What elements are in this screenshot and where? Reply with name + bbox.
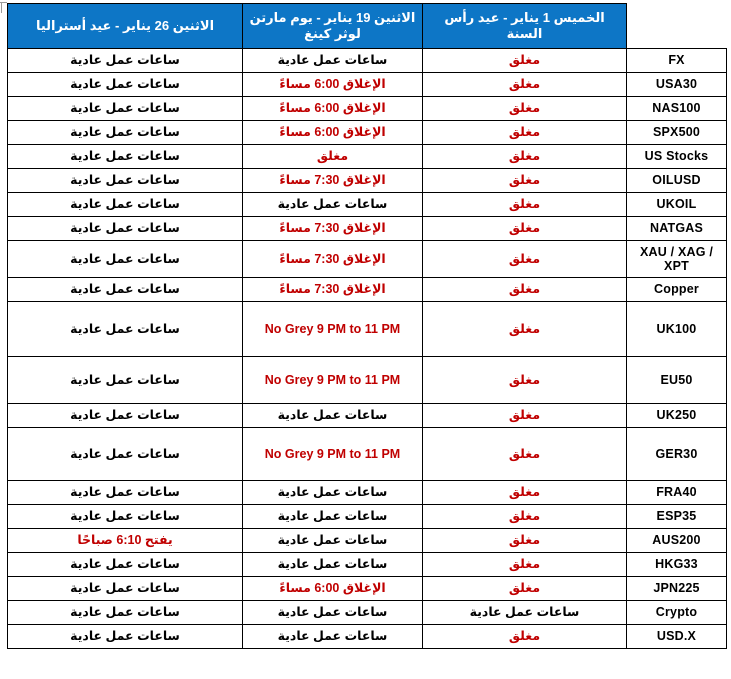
instrument-name: AUS200 (627, 529, 727, 553)
table-row (8, 505, 727, 529)
hours-cell-jan26: ساعات عمل عادية (8, 217, 243, 241)
instrument-name: US Stocks (627, 145, 727, 169)
instrument-name: NATGAS (627, 217, 727, 241)
hours-cell-jan19: ساعات عمل عادية (243, 553, 423, 577)
hours-cell-jan1: مغلق (423, 217, 627, 241)
table-row (8, 217, 727, 241)
hours-cell-jan26: ساعات عمل عادية (8, 553, 243, 577)
table-row (8, 121, 727, 145)
hours-cell-jan19: No Grey 9 PM to 11 PM (243, 357, 423, 404)
hours-cell-jan26: ساعات عمل عادية (8, 73, 243, 97)
table-row (8, 428, 727, 481)
hours-cell-jan19: الإغلاق 6:00 مساءً (243, 97, 423, 121)
hours-cell-jan1: مغلق (423, 193, 627, 217)
hours-cell-jan26: ساعات عمل عادية (8, 625, 243, 649)
table-row (8, 601, 727, 625)
table-row (8, 49, 727, 73)
instrument-name: FRA40 (627, 481, 727, 505)
table-row (8, 357, 727, 404)
hours-cell-jan1: مغلق (423, 49, 627, 73)
instrument-name: HKG33 (627, 553, 727, 577)
hours-cell-jan19: الإغلاق 6:00 مساءً (243, 73, 423, 97)
instrument-name: Crypto (627, 601, 727, 625)
table-row (8, 73, 727, 97)
instrument-name: ESP35 (627, 505, 727, 529)
instrument-name: USD.X (627, 625, 727, 649)
table-row (8, 193, 727, 217)
hours-cell-jan26: ساعات عمل عادية (8, 505, 243, 529)
column-header-jan19-mlk-day: الاثنين 19 يناير - يوم مارتن لوثر كينغ (243, 4, 423, 49)
instrument-name: NAS100 (627, 97, 727, 121)
hours-cell-jan26: يفتح 6:10 صباحًا (8, 529, 243, 553)
instrument-name: UK250 (627, 404, 727, 428)
column-header-jan26-australia-day: الاثنين 26 يناير - عيد أستراليا (8, 4, 243, 49)
hours-cell-jan19: ساعات عمل عادية (243, 529, 423, 553)
hours-cell-jan1: مغلق (423, 121, 627, 145)
hours-cell-jan1: مغلق (423, 529, 627, 553)
hours-cell-jan1: ساعات عمل عادية (423, 601, 627, 625)
instrument-name: UK100 (627, 302, 727, 357)
instrument-column-header (627, 4, 727, 49)
hours-cell-jan26: ساعات عمل عادية (8, 241, 243, 278)
table-row (8, 404, 727, 428)
hours-cell-jan19: ساعات عمل عادية (243, 481, 423, 505)
hours-cell-jan19: ساعات عمل عادية (243, 625, 423, 649)
hours-cell-jan19: الإغلاق 7:30 مساءً (243, 217, 423, 241)
table-row (8, 145, 727, 169)
hours-cell-jan19: مغلق (243, 145, 423, 169)
hours-cell-jan19: ساعات عمل عادية (243, 505, 423, 529)
instrument-name: XAU / XAG / XPT (627, 241, 727, 278)
hours-cell-jan26: ساعات عمل عادية (8, 97, 243, 121)
hours-cell-jan19: ساعات عمل عادية (243, 49, 423, 73)
table-row (8, 278, 727, 302)
hours-cell-jan19: ساعات عمل عادية (243, 601, 423, 625)
hours-cell-jan26: ساعات عمل عادية (8, 278, 243, 302)
spreadsheet-edge-artifact (1, 2, 2, 13)
instrument-name: Copper (627, 278, 727, 302)
hours-cell-jan1: مغلق (423, 553, 627, 577)
instrument-name: OILUSD (627, 169, 727, 193)
table-row (8, 553, 727, 577)
hours-cell-jan19: ساعات عمل عادية (243, 404, 423, 428)
hours-cell-jan26: ساعات عمل عادية (8, 145, 243, 169)
table-row (8, 97, 727, 121)
hours-cell-jan19: No Grey 9 PM to 11 PM (243, 428, 423, 481)
hours-cell-jan26: ساعات عمل عادية (8, 428, 243, 481)
header-row (8, 4, 727, 49)
hours-cell-jan1: مغلق (423, 73, 627, 97)
table-row (8, 481, 727, 505)
table-row (8, 302, 727, 357)
hours-cell-jan1: مغلق (423, 577, 627, 601)
hours-cell-jan1: مغلق (423, 241, 627, 278)
hours-cell-jan1: مغلق (423, 625, 627, 649)
hours-cell-jan1: مغلق (423, 505, 627, 529)
instrument-name: GER30 (627, 428, 727, 481)
table-row (8, 169, 727, 193)
hours-cell-jan1: مغلق (423, 428, 627, 481)
hours-cell-jan1: مغلق (423, 278, 627, 302)
hours-cell-jan26: ساعات عمل عادية (8, 49, 243, 73)
hours-cell-jan26: ساعات عمل عادية (8, 302, 243, 357)
table-body (8, 49, 727, 649)
instrument-name: JPN225 (627, 577, 727, 601)
trading-hours-table (7, 3, 727, 649)
hours-cell-jan19: No Grey 9 PM to 11 PM (243, 302, 423, 357)
hours-cell-jan26: ساعات عمل عادية (8, 601, 243, 625)
hours-cell-jan26: ساعات عمل عادية (8, 169, 243, 193)
hours-cell-jan19: الإغلاق 7:30 مساءً (243, 241, 423, 278)
table-row (8, 241, 727, 278)
table-row (8, 577, 727, 601)
hours-cell-jan19: الإغلاق 7:30 مساءً (243, 278, 423, 302)
hours-cell-jan1: مغلق (423, 481, 627, 505)
instrument-name: USA30 (627, 73, 727, 97)
instrument-name: EU50 (627, 357, 727, 404)
hours-cell-jan19: الإغلاق 7:30 مساءً (243, 169, 423, 193)
hours-cell-jan1: مغلق (423, 169, 627, 193)
table-row (8, 625, 727, 649)
hours-cell-jan1: مغلق (423, 97, 627, 121)
hours-cell-jan26: ساعات عمل عادية (8, 357, 243, 404)
table-row (8, 529, 727, 553)
hours-cell-jan19: ساعات عمل عادية (243, 193, 423, 217)
instrument-name: FX (627, 49, 727, 73)
hours-cell-jan26: ساعات عمل عادية (8, 121, 243, 145)
column-header-jan1-new-year: الخميس 1 يناير - عيد رأس السنة (423, 4, 627, 49)
hours-cell-jan1: مغلق (423, 357, 627, 404)
hours-cell-jan26: ساعات عمل عادية (8, 481, 243, 505)
hours-cell-jan26: ساعات عمل عادية (8, 404, 243, 428)
hours-cell-jan19: الإغلاق 6:00 مساءً (243, 121, 423, 145)
hours-cell-jan26: ساعات عمل عادية (8, 193, 243, 217)
hours-cell-jan1: مغلق (423, 302, 627, 357)
hours-cell-jan19: الإغلاق 6:00 مساءً (243, 577, 423, 601)
hours-cell-jan1: مغلق (423, 404, 627, 428)
hours-cell-jan1: مغلق (423, 145, 627, 169)
instrument-name: UKOIL (627, 193, 727, 217)
instrument-name: SPX500 (627, 121, 727, 145)
hours-cell-jan26: ساعات عمل عادية (8, 577, 243, 601)
